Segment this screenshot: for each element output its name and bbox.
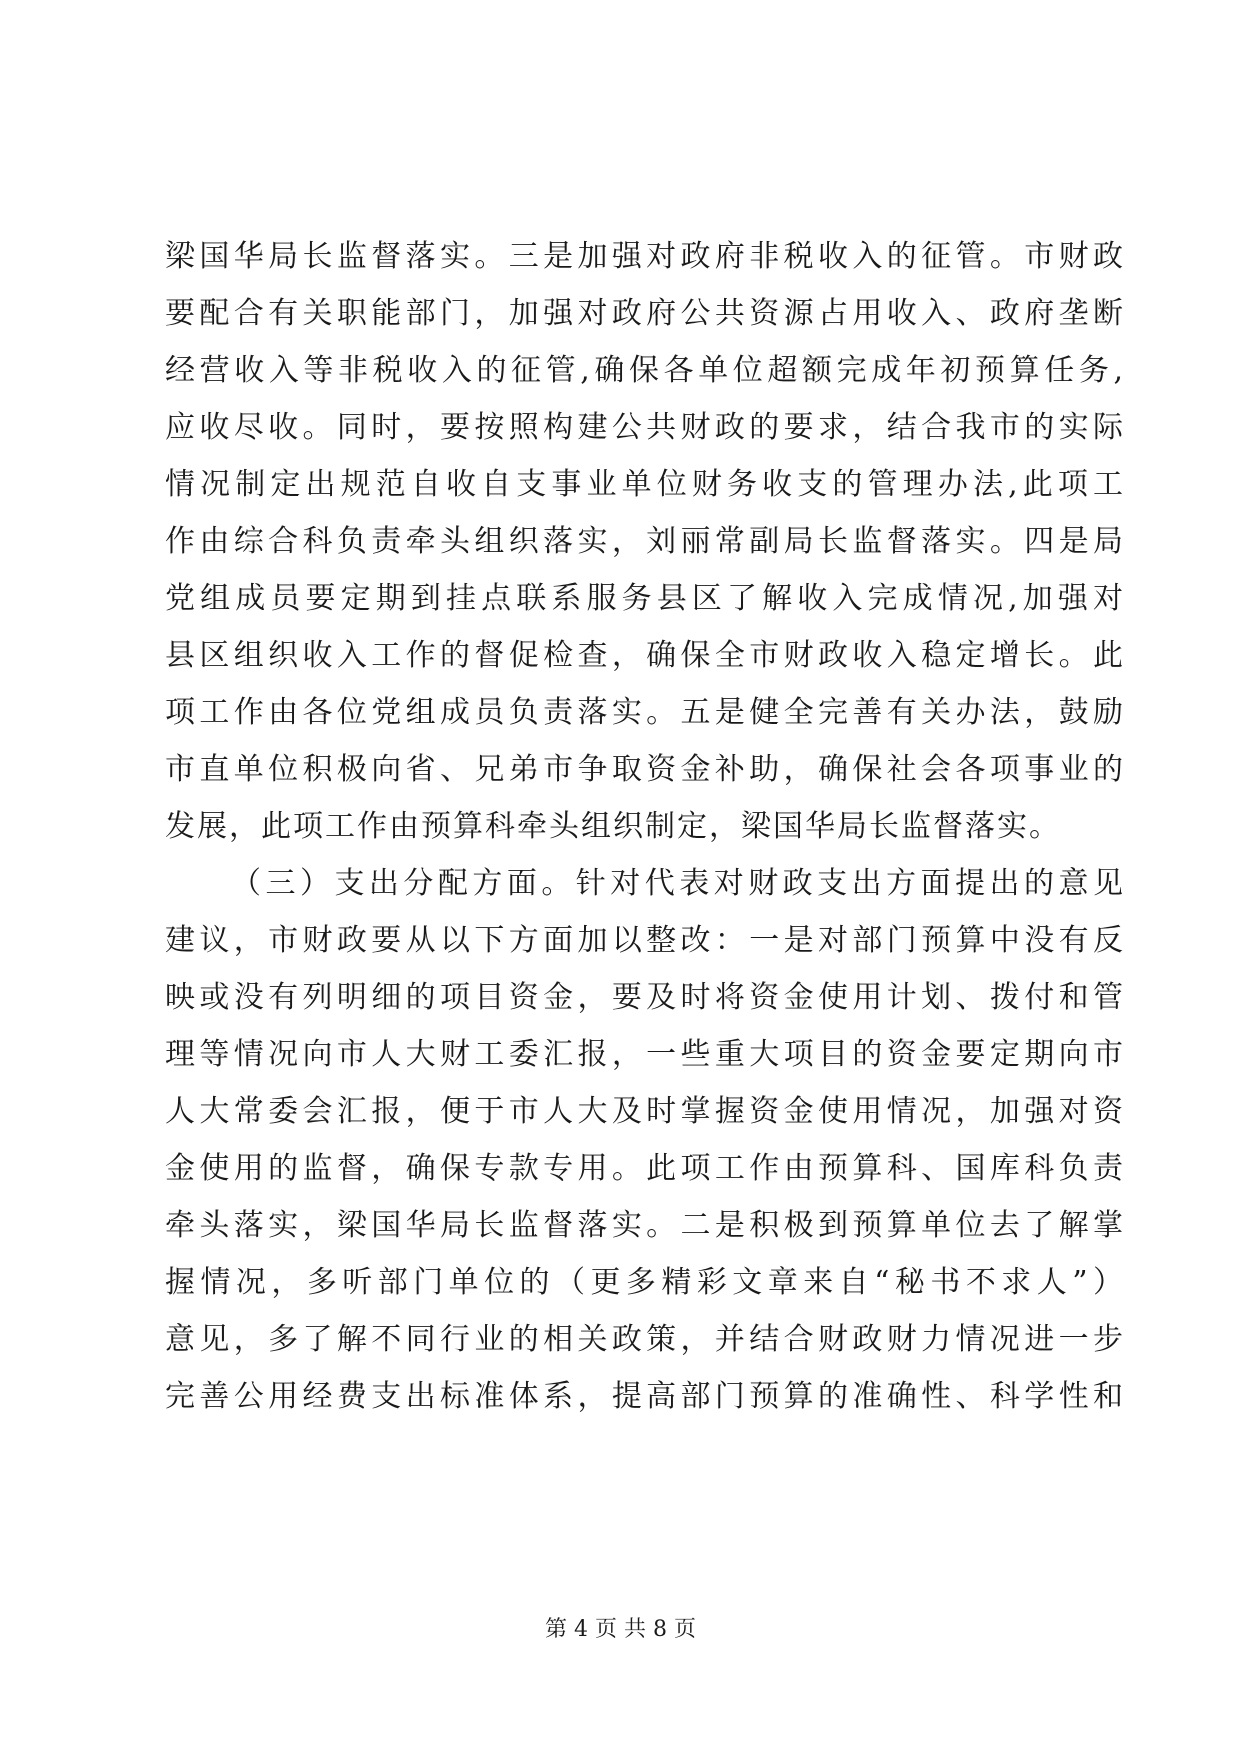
text-line: 映或没有列明细的项目资金，要及时将资金使用计划、拨付和管 bbox=[165, 980, 1125, 1015]
text-line: 作由综合科负责牵头组织落实，刘丽常副局长监督落实。四是局 bbox=[165, 524, 1125, 559]
text-line: 项工作由各位党组成员负责落实。五是健全完善有关办法，鼓励 bbox=[165, 695, 1125, 730]
text-line: 梁国华局长监督落实。三是加强对政府非税收入的征管。市财政 bbox=[165, 239, 1125, 274]
text-line: 意见，多了解不同行业的相关政策，并结合财政财力情况进一步 bbox=[165, 1322, 1125, 1357]
text-line-paragraph-end: 发展，此项工作由预算科牵头组织制定，梁国华局长监督落实。 bbox=[165, 809, 1061, 844]
text-line: 情况制定出规范自收自支事业单位财务收支的管理办法,此项工 bbox=[165, 467, 1125, 502]
text-line: 理等情况向市人大财工委汇报，一些重大项目的资金要定期向市 bbox=[165, 1037, 1125, 1072]
text-line: 牵头落实，梁国华局长监督落实。二是积极到预算单位去了解掌 bbox=[165, 1208, 1125, 1243]
page-number-footer: 第 4 页 共 8 页 bbox=[545, 1617, 696, 1642]
text-line: 要配合有关职能部门，加强对政府公共资源占用收入、政府垄断 bbox=[165, 296, 1125, 331]
text-line: 市直单位积极向省、兄弟市争取资金补助，确保社会各项事业的 bbox=[165, 752, 1125, 787]
text-line: 人大常委会汇报，便于市人大及时掌握资金使用情况，加强对资 bbox=[165, 1094, 1125, 1129]
text-line: 党组成员要定期到挂点联系服务县区了解收入完成情况,加强对 bbox=[165, 581, 1125, 616]
text-line: 完善公用经费支出标准体系，提高部门预算的准确性、科学性和 bbox=[165, 1379, 1125, 1414]
text-line: 县区组织收入工作的督促检查，确保全市财政收入稳定增长。此 bbox=[165, 638, 1125, 673]
text-line-paragraph-start: （三）支出分配方面。针对代表对财政支出方面提出的意见 bbox=[231, 866, 1125, 901]
text-line: 握情况，多听部门单位的（更多精彩文章来自“秘书不求人”） bbox=[165, 1265, 1125, 1300]
text-line: 金使用的监督，确保专款专用。此项工作由预算科、国库科负责 bbox=[165, 1151, 1125, 1186]
body-text bbox=[165, 228, 1125, 1425]
text-line: 应收尽收。同时，要按照构建公共财政的要求，结合我市的实际 bbox=[165, 410, 1125, 445]
text-line: 经营收入等非税收入的征管,确保各单位超额完成年初预算任务, bbox=[165, 353, 1125, 388]
text-line: 建议，市财政要从以下方面加以整改：一是对部门预算中没有反 bbox=[165, 923, 1125, 958]
